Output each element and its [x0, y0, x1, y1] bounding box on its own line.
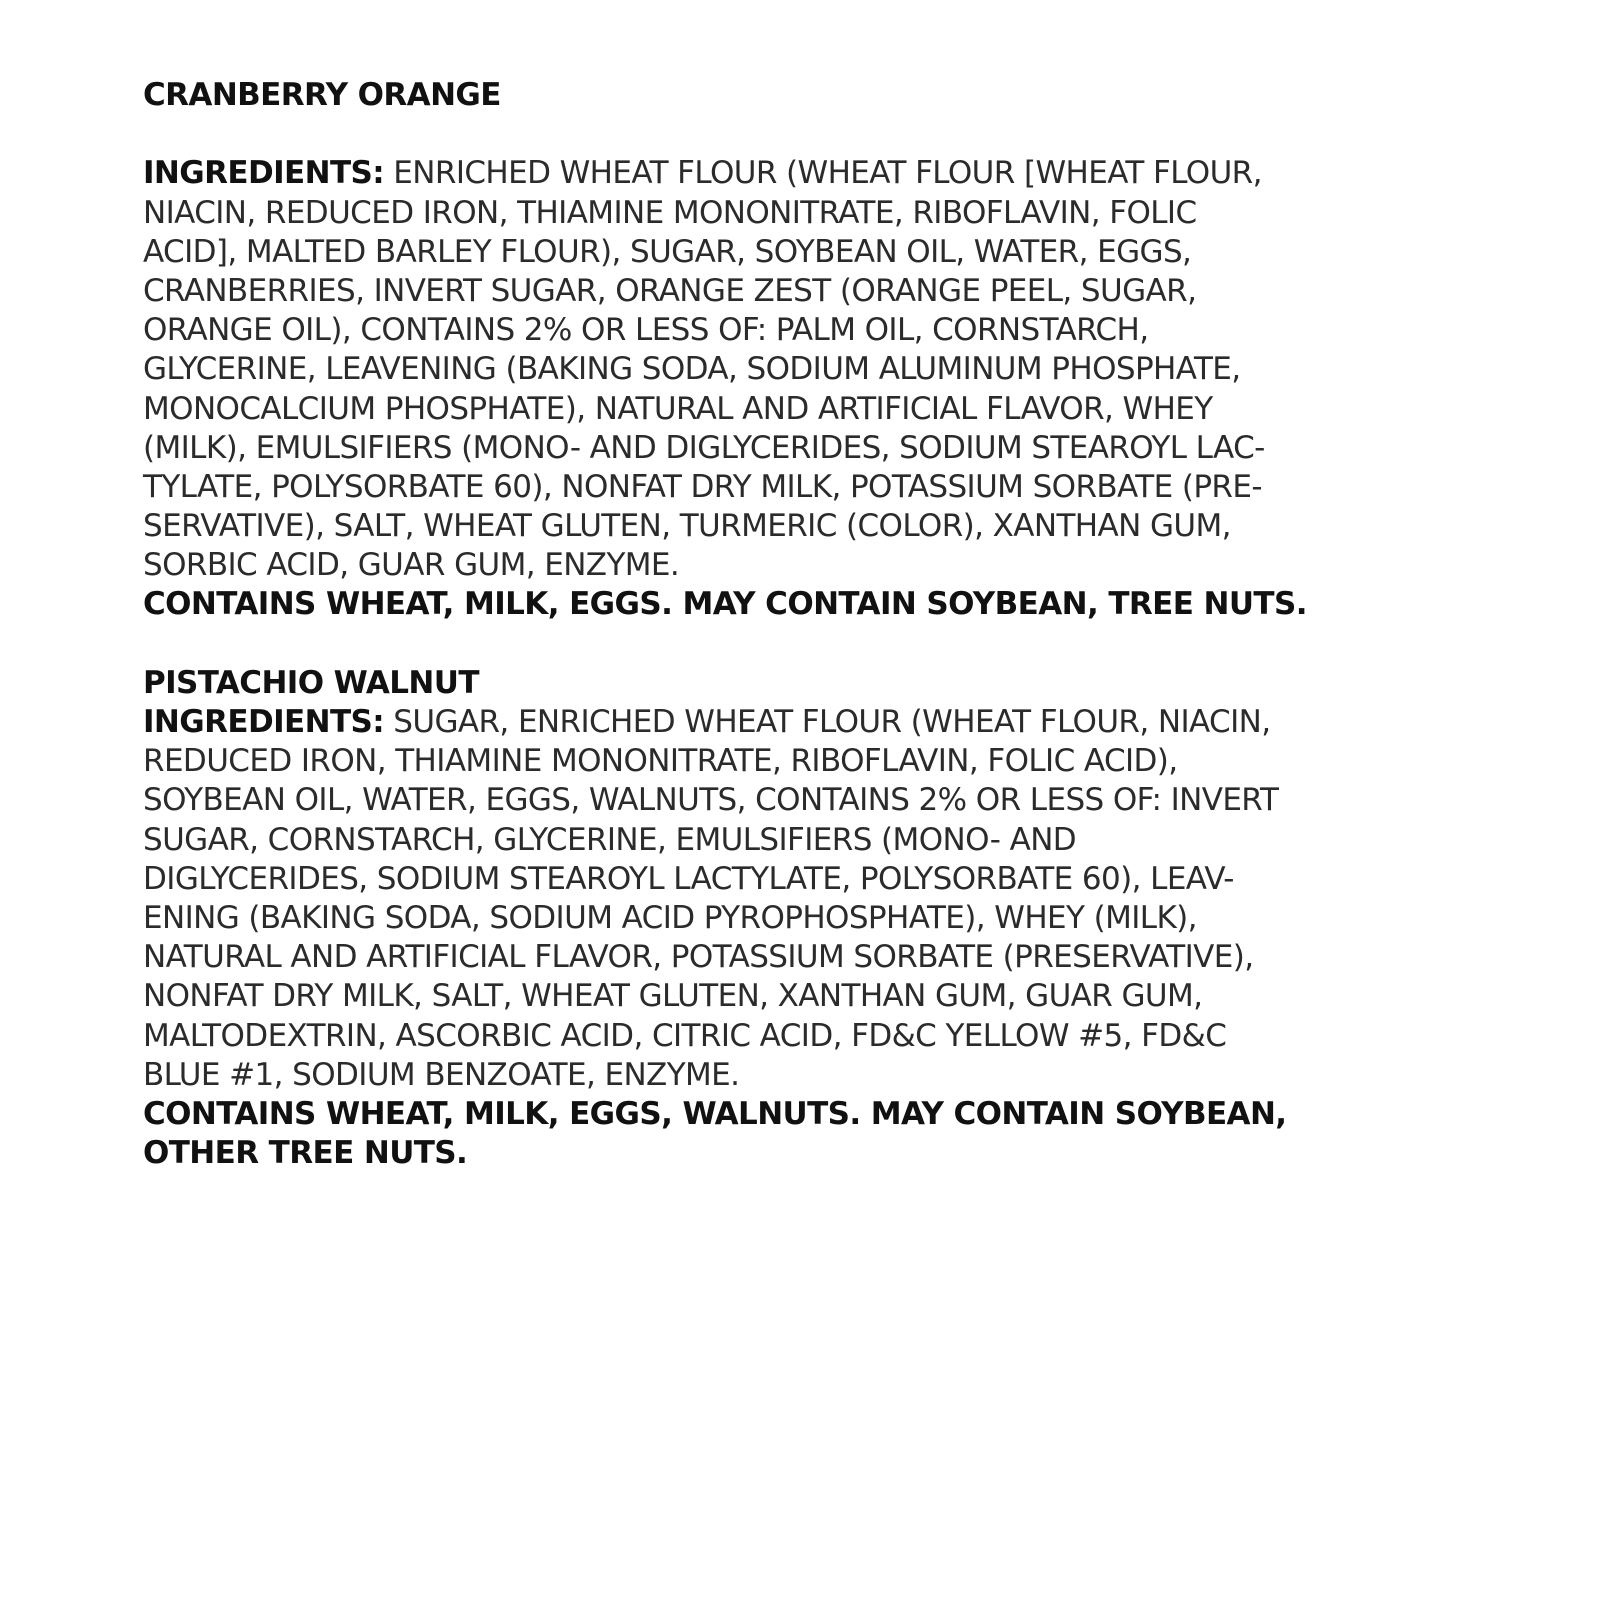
ingredients-text: SUGAR, ENRICHED WHEAT FLOUR (WHEAT FLOUR, NIACIN, — [393, 704, 1271, 740]
ingredients-line: NATURAL AND ARTIFICIAL FLAVOR, POTASSIUM SORBATE (PRESERVATIVE), — [143, 939, 1254, 976]
ingredients-text: ENRICHED WHEAT FLOUR (WHEAT FLOUR [WHEAT FLOUR, — [393, 155, 1262, 192]
allergen-statement: OTHER TREE NUTS. — [143, 1135, 468, 1172]
ingredients-line: BLUE #1, SODIUM BENZOATE, ENZYME. — [143, 1056, 740, 1093]
spacer — [143, 625, 1483, 664]
ingredients-line — [143, 703, 1483, 742]
section-cranberry-orange — [143, 76, 1483, 625]
ingredients-line: NONFAT DRY MILK, SALT, WHEAT GLUTEN, XANTHAN GUM, GUAR GUM, — [143, 978, 1203, 1015]
ingredients-line — [143, 154, 1483, 193]
allergen-statement: CONTAINS WHEAT, MILK, EGGS, WALNUTS. MAY CONTAIN SOYBEAN, — [143, 1095, 1287, 1132]
ingredients-line: CRANBERRIES, INVERT SUGAR, ORANGE ZEST (ORANGE PEEL, SUGAR, — [143, 272, 1197, 309]
allergen-statement: CONTAINS WHEAT, MILK, EGGS. MAY CONTAIN SOYBEAN, TREE NUTS. — [143, 586, 1307, 623]
ingredients-line: ACID], MALTED BARLEY FLOUR), SUGAR, SOYBEAN OIL, WATER, EGGS, — [143, 233, 1192, 270]
ingredients-line: SERVATIVE), SALT, WHEAT GLUTEN, TURMERIC (COLOR), XANTHAN GUM, — [143, 508, 1231, 545]
section-title: PISTACHIO WALNUT — [143, 664, 479, 701]
ingredients-line: ORANGE OIL), CONTAINS 2% OR LESS OF: PALM OIL, CORNSTARCH, — [143, 312, 1149, 349]
ingredients-line: REDUCED IRON, THIAMINE MONONITRATE, RIBOFLAVIN, FOLIC ACID), — [143, 743, 1178, 780]
ingredients-line: GLYCERINE, LEAVENING (BAKING SODA, SODIUM ALUMINUM PHOSPHATE, — [143, 351, 1241, 388]
ingredients-line: (MILK), EMULSIFIERS (MONO- AND DIGLYCERIDES, SODIUM STEAROYL LAC- — [143, 429, 1265, 466]
ingredients-label: INGREDIENTS: — [143, 704, 385, 740]
ingredients-line: SOYBEAN OIL, WATER, EGGS, WALNUTS, CONTAINS 2% OR LESS OF: INVERT — [143, 782, 1279, 819]
ingredients-label: INGREDIENTS: — [143, 155, 385, 192]
spacer — [143, 115, 1483, 154]
section-pistachio-walnut — [143, 664, 1483, 1173]
section-title: CRANBERRY ORANGE — [143, 77, 501, 113]
ingredients-line: MALTODEXTRIN, ASCORBIC ACID, CITRIC ACID, FD&C YELLOW #5, FD&C — [143, 1017, 1227, 1054]
ingredients-line: NIACIN, REDUCED IRON, THIAMINE MONONITRATE, RIBOFLAVIN, FOLIC — [143, 194, 1197, 231]
ingredients-line: DIGLYCERIDES, SODIUM STEAROYL LACTYLATE, POLYSORBATE 60), LEAV- — [143, 860, 1234, 897]
ingredients-line: SUGAR, CORNSTARCH, GLYCERINE, EMULSIFIERS (MONO- AND — [143, 821, 1077, 858]
ingredients-line: TYLATE, POLYSORBATE 60), NONFAT DRY MILK, POTASSIUM SORBATE (PRE- — [143, 468, 1262, 505]
ingredients-document — [143, 76, 1483, 1173]
ingredients-line: SORBIC ACID, GUAR GUM, ENZYME. — [143, 547, 680, 584]
ingredients-line: ENING (BAKING SODA, SODIUM ACID PYROPHOSPHATE), WHEY (MILK), — [143, 899, 1197, 936]
ingredients-line: MONOCALCIUM PHOSPHATE), NATURAL AND ARTIFICIAL FLAVOR, WHEY — [143, 390, 1213, 427]
